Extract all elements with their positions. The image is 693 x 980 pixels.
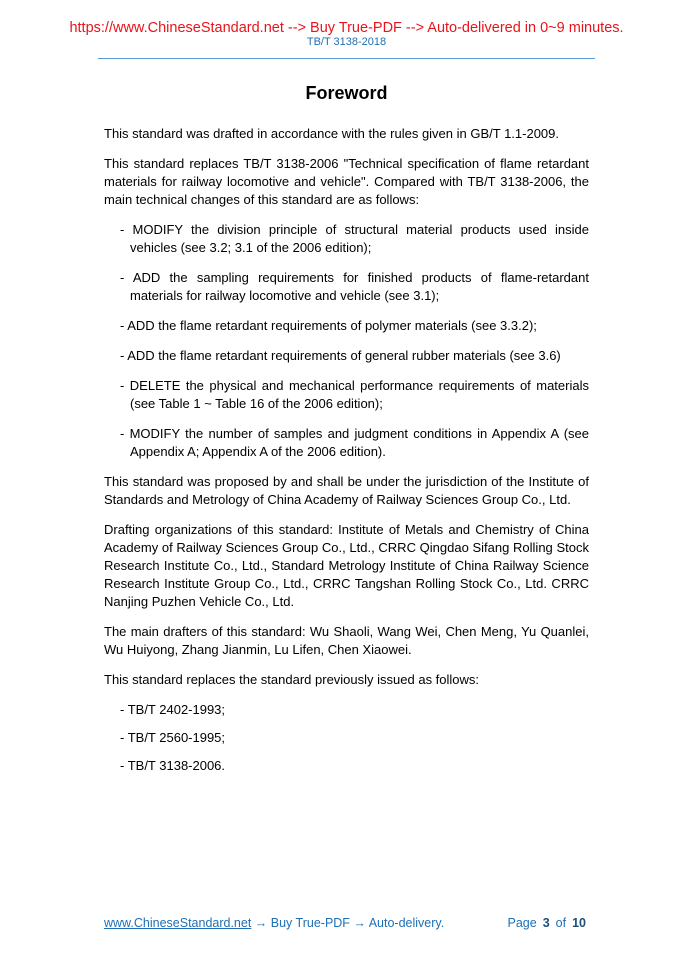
paragraph-replacement: This standard replaces TB/T 3138-2006 "Technical specification of flame retardant materials for railway locomotive and vehicle". Compared with TB/T 3138-2006, the main technical changes of this standard are as follows: (104, 156, 589, 207)
paragraph-jurisdiction: This standard was proposed by and shall be under the jurisdiction of the Institute of Standards and Metrology of China Academy of Railway Sciences Group Co., Ltd. (104, 474, 589, 507)
footer-site-link[interactable]: www.ChineseStandard.net (104, 916, 252, 930)
list-item: - MODIFY the division principle of structural material products used inside vehicles (see 3.2; 3.1 of the 2006 edition); (120, 222, 589, 255)
list-item: - DELETE the physical and mechanical performance requirements of materials (see Table 1 ~ Table 16 of the 2006 edition); (120, 378, 589, 411)
previous-editions-list (104, 701, 589, 775)
page-footer (104, 916, 586, 932)
paragraph-previous-editions: This standard replaces the standard previously issued as follows: (104, 672, 480, 687)
footer-delivery-text: → Buy True-PDF → Auto-delivery. (251, 916, 445, 930)
list-item: - ADD the sampling requirements for finished products of flame-retardant materials for railway locomotive and vehicle (see 3.1); (120, 270, 589, 303)
page-title: Foreword (305, 83, 388, 103)
list-item: - MODIFY the number of samples and judgment conditions in Appendix A (see Appendix A; Appendix A of the 2006 edition). (120, 426, 589, 459)
paragraph-drafting-organizations: Drafting organizations of this standard: Institute of Metals and Chemistry of China Academy of Railway Sciences Group Co., Ltd., CRRC Qingdao Sifang Rolling Stock Research Institute Co., Ltd., Standard Metrology Institute of China Railway Science Research Institute Group Co., Ltd., CRRC Tangshan Rolling Stock Co., Ltd. CRRC Nanjing Puzhen Vehicle Co., Ltd. (104, 522, 589, 609)
page-total: 10 (572, 916, 586, 930)
paragraph-drafters: The main drafters of this standard: Wu Shaoli, Wang Wei, Chen Meng, Yu Quanlei, Wu Huiyong, Zhang Jianmin, Lu Lifen, Chen Xiaowei. (104, 624, 589, 657)
page-number: 3 (542, 916, 550, 930)
page-label: Page (507, 916, 537, 930)
paragraph-drafting-rules: This standard was drafted in accordance with the rules given in GB/T 1.1-2009. (104, 126, 560, 141)
list-item: - TB/T 2402-1993; (120, 702, 226, 717)
header-divider (98, 58, 595, 59)
list-item: - TB/T 3138-2006. (120, 758, 226, 773)
foreword-body (104, 125, 589, 785)
changes-list (104, 221, 589, 461)
list-item: - TB/T 2560-1995; (120, 730, 226, 745)
list-item: - ADD the flame retardant requirements of polymer materials (see 3.3.2); (120, 318, 537, 333)
list-item: - ADD the flame retardant requirements of general rubber materials (see 3.6) (120, 348, 561, 363)
of-label: of (555, 916, 567, 930)
document-id: TB/T 3138-2018 (306, 36, 387, 48)
page-indicator (508, 916, 587, 930)
purchase-banner[interactable]: https://www.ChineseStandard.net --> Buy True-PDF --> Auto-delivered in 0~9 minutes. (69, 20, 624, 36)
